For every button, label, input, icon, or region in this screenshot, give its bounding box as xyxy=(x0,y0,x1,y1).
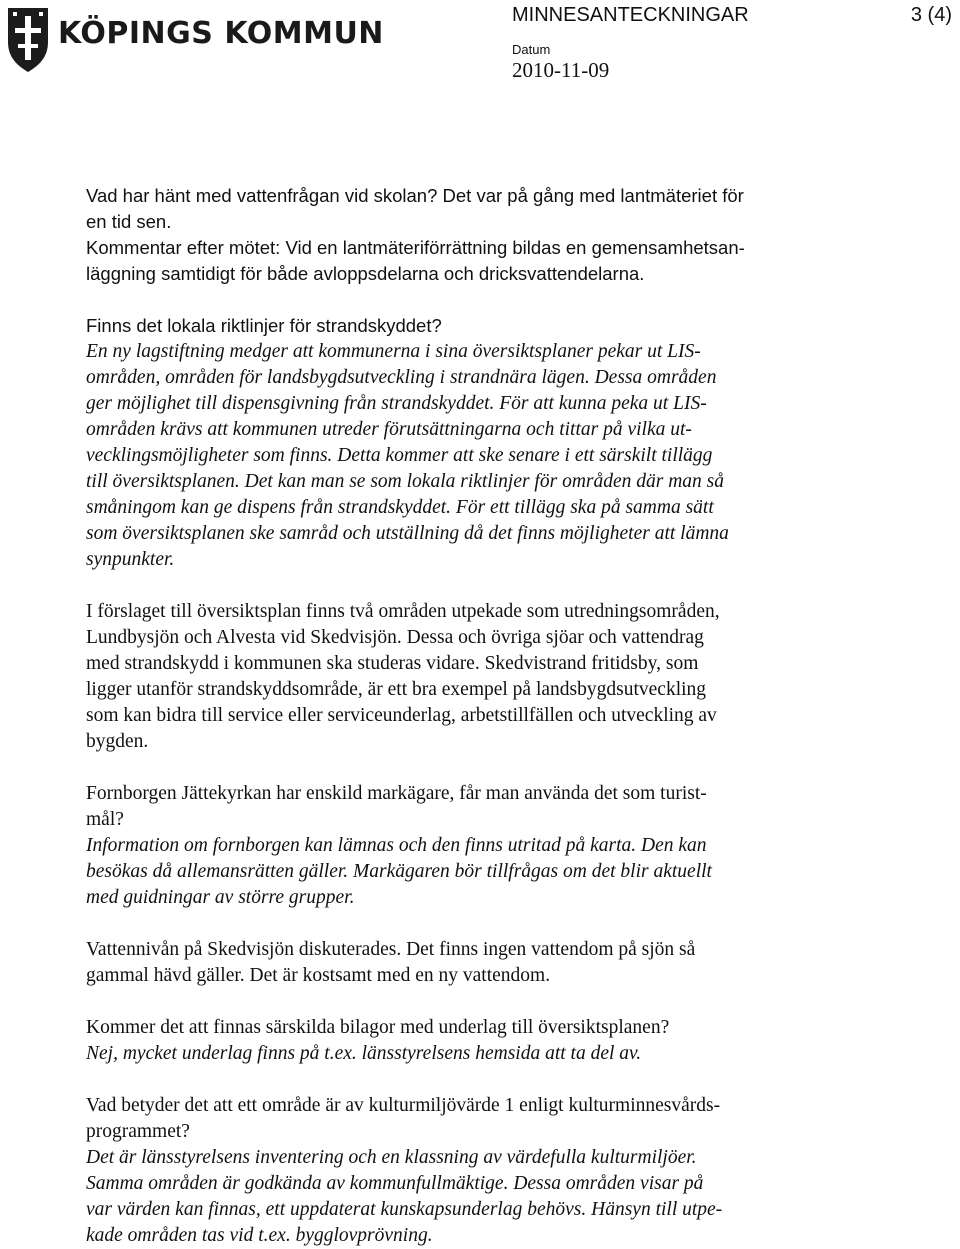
text-line: ger möjlighet till dispensgivning från strandskyddet. För att kunna peka ut LIS- xyxy=(86,393,707,414)
text-line: programmet? xyxy=(86,1121,190,1142)
text-line: Samma områden är godkända av kommunfullmäktige. Dessa områden visar på xyxy=(86,1173,704,1194)
text-line: Information om fornborgen kan lämnas och den finns utritad på karta. Den kan xyxy=(86,835,707,856)
text-line: Vad betyder det att ett område är av kulturmiljövärde 1 enligt kulturminnesvårds- xyxy=(86,1095,721,1116)
text-line: Finns det lokala riktlinjer för strandskyddet? xyxy=(86,315,442,336)
text-line: Kommer det att finnas särskilda bilagor med underlag till översiktsplanen? xyxy=(86,1017,670,1038)
answer-paragraph xyxy=(86,1145,946,1249)
text-line: områden, områden för landsbygdsutveckling i strandnära lägen. Dessa områden xyxy=(86,367,717,388)
text-line: Kommentar efter mötet: Vid en lantmäteriförrättning bildas en gemensamhetsan- xyxy=(86,237,745,258)
kommun-logo xyxy=(2,2,384,74)
text-line: synpunkter. xyxy=(86,549,175,570)
text-line: mål? xyxy=(86,809,124,830)
text-line: Nej, mycket underlag finns på t.ex. länsstyrelsens hemsida att ta del av. xyxy=(86,1043,642,1064)
text-line: Lundbysjön och Alvesta vid Skedvisjön. Dessa och övriga sjöar och vattendrag xyxy=(86,627,704,648)
text-line: med guidningar av större grupper. xyxy=(86,887,355,908)
date-label: Datum xyxy=(512,42,551,57)
body-paragraph xyxy=(86,599,946,755)
answer-paragraph xyxy=(86,833,946,911)
text-line: Vad har hänt med vattenfrågan vid skolan? Det var på gång med lantmäteriet för xyxy=(86,185,744,206)
text-line: bygden. xyxy=(86,731,149,752)
document-body xyxy=(86,183,946,1249)
text-line: en tid sen. xyxy=(86,211,172,232)
text-line: som översiktsplanen ske samråd och utställning då det finns möjligheter att lämna xyxy=(86,523,729,544)
text-line: Det är länsstyrelsens inventering och en klassning av värdefulla kulturmiljöer. xyxy=(86,1147,697,1168)
question-paragraph xyxy=(86,781,946,833)
answer-paragraph xyxy=(86,1041,946,1067)
answer-paragraph xyxy=(86,339,946,573)
text-line: områden krävs att kommunen utreder förutsättningarna och tittar på vilka ut- xyxy=(86,419,692,440)
text-line: Fornborgen Jättekyrkan har enskild markägare, får man använda det som turist- xyxy=(86,783,707,804)
text-line: läggning samtidigt för både avloppsdelarna och dricksvattendelarna. xyxy=(86,263,645,284)
text-line: besökas då allemansrätten gäller. Markägaren bör tillfrågas om det blir aktuellt xyxy=(86,861,712,882)
text-line: ligger utanför strandskyddsområde, är ett bra exempel på landsbygdsutveckling xyxy=(86,679,707,700)
text-line: till översiktsplanen. Det kan man se som lokala riktlinjer för områden där man så xyxy=(86,471,725,492)
question-paragraph xyxy=(86,1093,946,1145)
text-line: gammal hävd gäller. Det är kostsamt med en ny vattendom. xyxy=(86,965,551,986)
question-paragraph xyxy=(86,183,946,235)
coat-of-arms-icon xyxy=(2,2,58,74)
document-type: MINNESANTECKNINGAR xyxy=(512,4,749,26)
date-value: 2010-11-09 xyxy=(512,58,610,82)
text-line: småningom kan ge dispens från strandskyddet. För ett tillägg ska på samma sätt xyxy=(86,497,714,518)
page-number: 3 (4) xyxy=(910,4,952,26)
text-line: En ny lagstiftning medger att kommunerna i sina översiktsplaner pekar ut LIS- xyxy=(86,341,701,362)
answer-paragraph xyxy=(86,235,946,287)
text-line: som kan bidra till service eller serviceunderlag, arbetstillfällen och utveckling av xyxy=(86,705,717,726)
org-name: KÖPINGS KOMMUN xyxy=(58,16,384,51)
text-line: vecklingsmöjligheter som finns. Detta kommer att ske senare i ett särskilt tillägg xyxy=(86,445,713,466)
text-line: I förslaget till översiktsplan finns två områden utpekade som utredningsområden, xyxy=(86,601,720,622)
text-line: med strandskydd i kommunen ska studeras vidare. Skedvistrand fritidsby, som xyxy=(86,653,699,674)
question-paragraph xyxy=(86,313,946,339)
question-paragraph xyxy=(86,1015,946,1041)
text-line: Vattennivån på Skedvisjön diskuterades. Det finns ingen vattendom på sjön så xyxy=(86,939,696,960)
body-paragraph xyxy=(86,937,946,989)
text-line: var värden kan finnas, ett uppdaterat kunskapsunderlag behövs. Hänsyn till utpe- xyxy=(86,1199,723,1220)
text-line: kade områden tas vid t.ex. bygglovprövning. xyxy=(86,1225,433,1246)
